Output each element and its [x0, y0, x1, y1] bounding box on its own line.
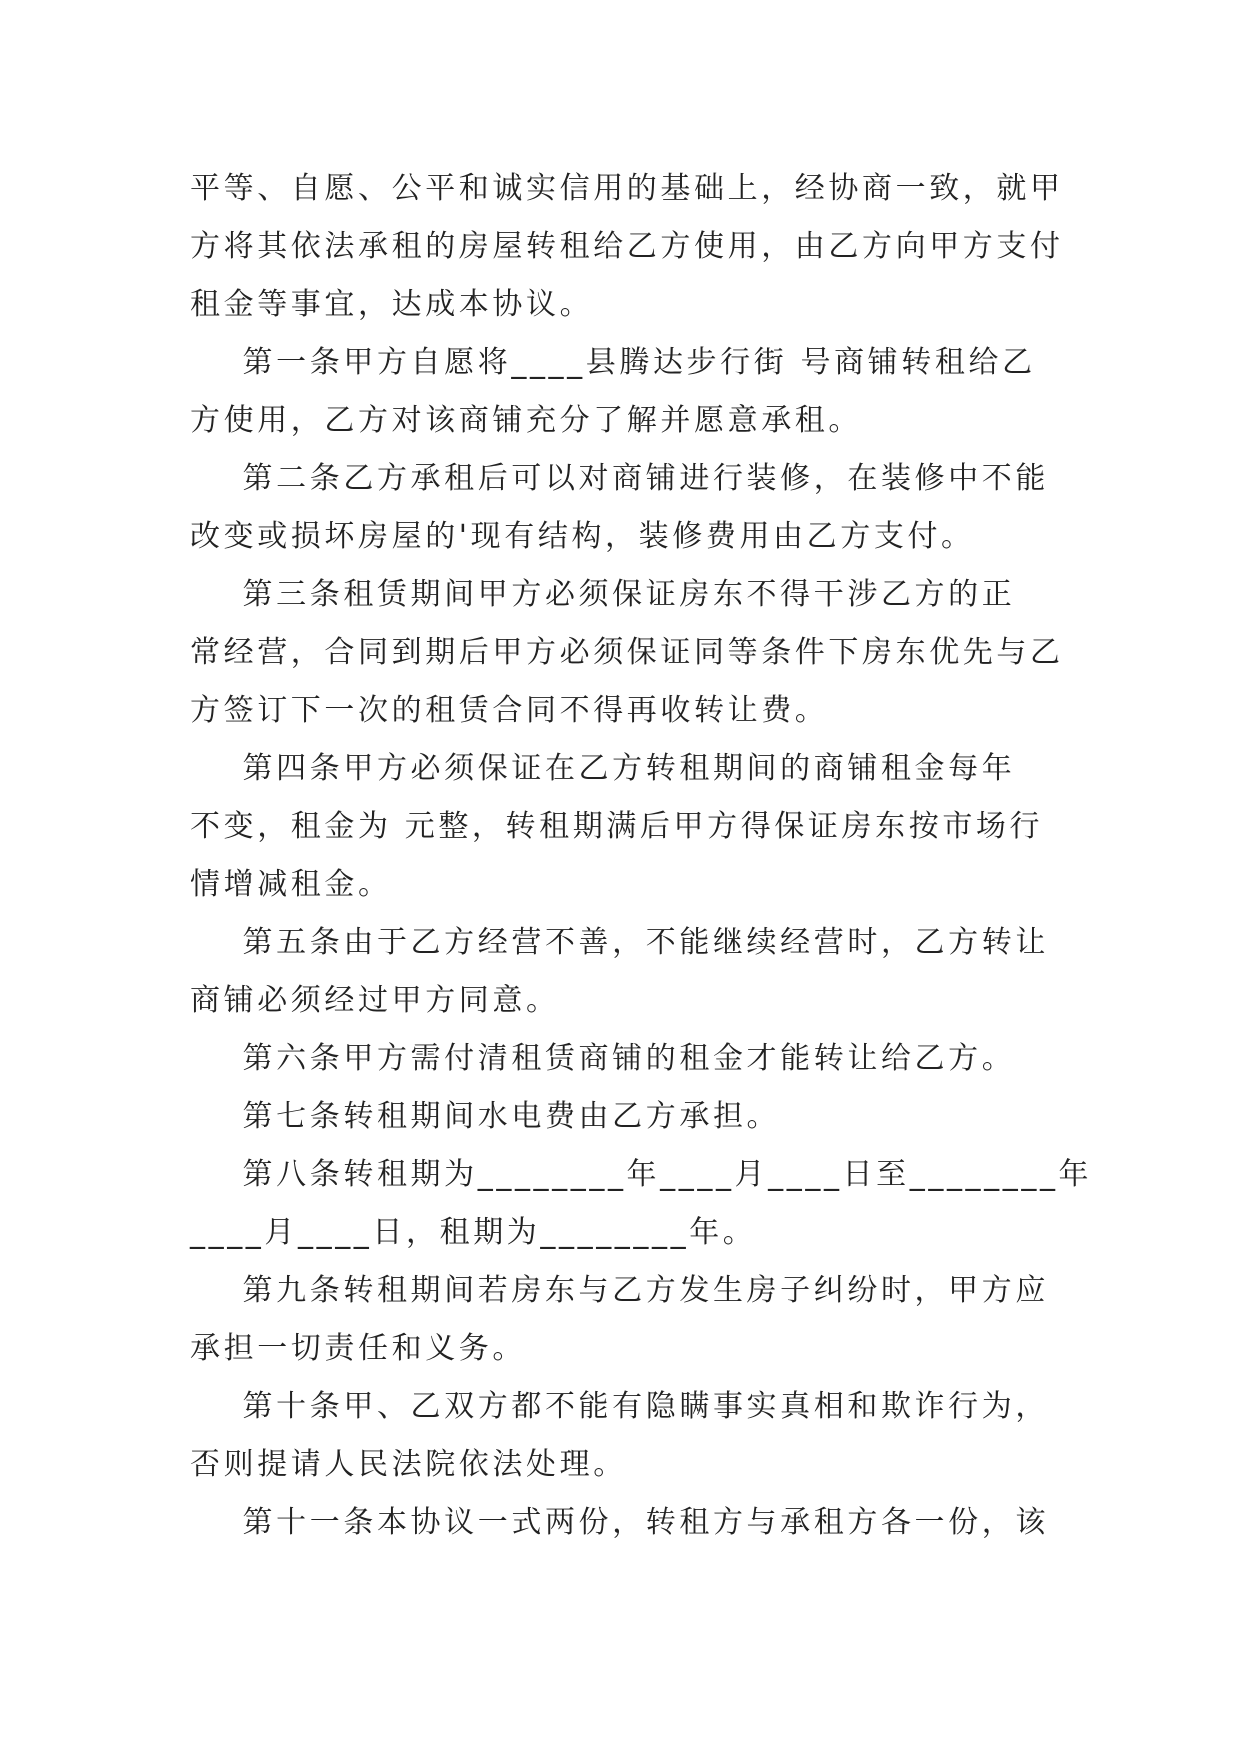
paragraph-article-5 — [190, 914, 1050, 1030]
text-line: 第四条甲方必须保证在乙方转租期间的商铺租金每年 — [190, 751, 1016, 786]
paragraph-article-11 — [190, 1494, 1050, 1552]
text-line: 不变，租金为 元整，转租期满后甲方得保证房东按市场行 — [190, 809, 1044, 844]
text-line: 情增减租金。 — [190, 867, 392, 902]
text-line: 第一条甲方自愿将____县腾达步行街 号商铺转租给乙 — [190, 345, 1036, 380]
document-body — [190, 160, 1093, 1552]
text-line: 第七条转租期间水电费由乙方承担。 — [190, 1099, 781, 1134]
paragraph-article-8 — [190, 1146, 1093, 1262]
text-line: ____月____日，租期为________年。 — [190, 1215, 757, 1250]
text-line: 否则提请人民法院依法处理。 — [190, 1447, 627, 1482]
paragraph-intro — [190, 160, 1064, 334]
paragraph-article-4 — [190, 740, 1050, 914]
text-line: 租金等事宜，达成本协议。 — [190, 287, 594, 322]
text-line: 平等、自愿、公平和诚实信用的基础上，经协商一致，就甲 — [190, 171, 1064, 206]
text-line: 方将其依法承租的房屋转租给乙方使用，由乙方向甲方支付 — [190, 229, 1064, 264]
text-line: 改变或损坏房屋的'现有结构，装修费用由乙方支付。 — [190, 519, 975, 554]
text-line: 第五条由于乙方经营不善，不能继续经营时，乙方转让 — [190, 925, 1049, 960]
text-line: 第二条乙方承租后可以对商铺进行装修，在装修中不能 — [190, 461, 1049, 496]
text-line: 第十条甲、乙双方都不能有隐瞒事实真相和欺诈行为， — [190, 1389, 1049, 1424]
paragraph-article-10 — [190, 1378, 1050, 1494]
text-line: 商铺必须经过甲方同意。 — [190, 983, 560, 1018]
text-line: 承担一切责任和义务。 — [190, 1331, 526, 1366]
text-line: 第八条转租期为________年____月____日至________年 — [190, 1157, 1093, 1192]
paragraph-article-1 — [190, 334, 1050, 450]
paragraph-article-9 — [190, 1262, 1050, 1378]
text-line: 第十一条本协议一式两份，转租方与承租方各一份，该 — [190, 1505, 1049, 1540]
text-line: 第九条转租期间若房东与乙方发生房子纠纷时，甲方应 — [190, 1273, 1049, 1308]
text-line: 第六条甲方需付清租赁商铺的租金才能转让给乙方。 — [190, 1041, 1016, 1076]
text-line: 常经营，合同到期后甲方必须保证同等条件下房东优先与乙 — [190, 635, 1064, 670]
text-line: 第三条租赁期间甲方必须保证房东不得干涉乙方的正 — [190, 577, 1016, 612]
paragraph-article-6 — [190, 1030, 1050, 1088]
paragraph-article-2 — [190, 450, 1050, 566]
text-line: 方使用，乙方对该商铺充分了解并愿意承租。 — [190, 403, 862, 438]
text-line: 方签订下一次的租赁合同不得再收转让费。 — [190, 693, 829, 728]
paragraph-article-7 — [190, 1088, 1050, 1146]
paragraph-article-3 — [190, 566, 1064, 740]
